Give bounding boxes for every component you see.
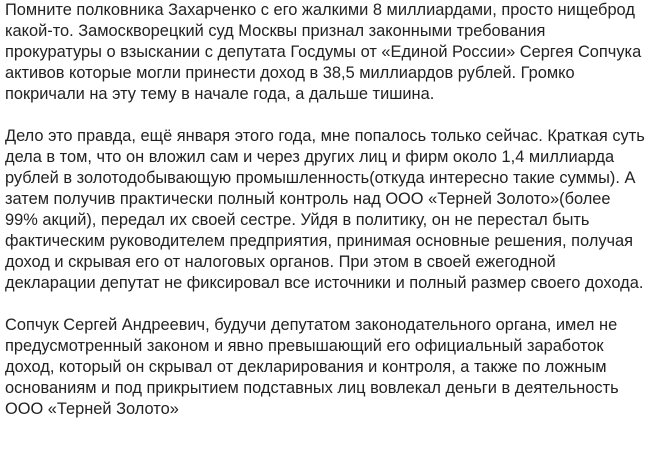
paragraph-2: Дело это правда, ещё января этого года, мне попалось только сейчас. Краткая суть дела в том, что он вложил сам и через других лиц и фирм около 1,4 миллиарда рублей в золотодобывающую промышленность(откуда интересно такие суммы). А затем получив практически полный контроль над ООО «Терней Золото»(более 99% акций), передал их своей сестре. Уйдя в политику, он не перестал быть фактическим руководителем предприятия, принимая основные решения, получая доход и скрывая его от налоговых органов. При этом в своей ежегодной декларации депутат не фиксировал все источники и полный размер своего дохода. [5,127,645,292]
paragraph-3: Сопчук Сергей Андреевич, будучи депутатом законодательного органа, имел не предусмотренный законом и явно превышающий его официальный заработок доход, который он скрывал от декларирования и контроля, а также по ложным основаниям и под прикрытием подставных лиц вовлекал деньги в деятельность ООО «Терней Золото» [5,316,619,418]
paragraph-1: Помните полковника Захарченко с его жалкими 8 миллиардами, просто нищеброд какой-то. Замоскворецкий суд Москвы признал законными требования прокуратуры о взыскании с депутата Госдумы от «Единой России» Сергея Сопчука активов которые могли принести доход в 38,5 миллиардов рублей. Громко покричали на эту тему в начале года, а дальше тишина. [5,1,642,103]
